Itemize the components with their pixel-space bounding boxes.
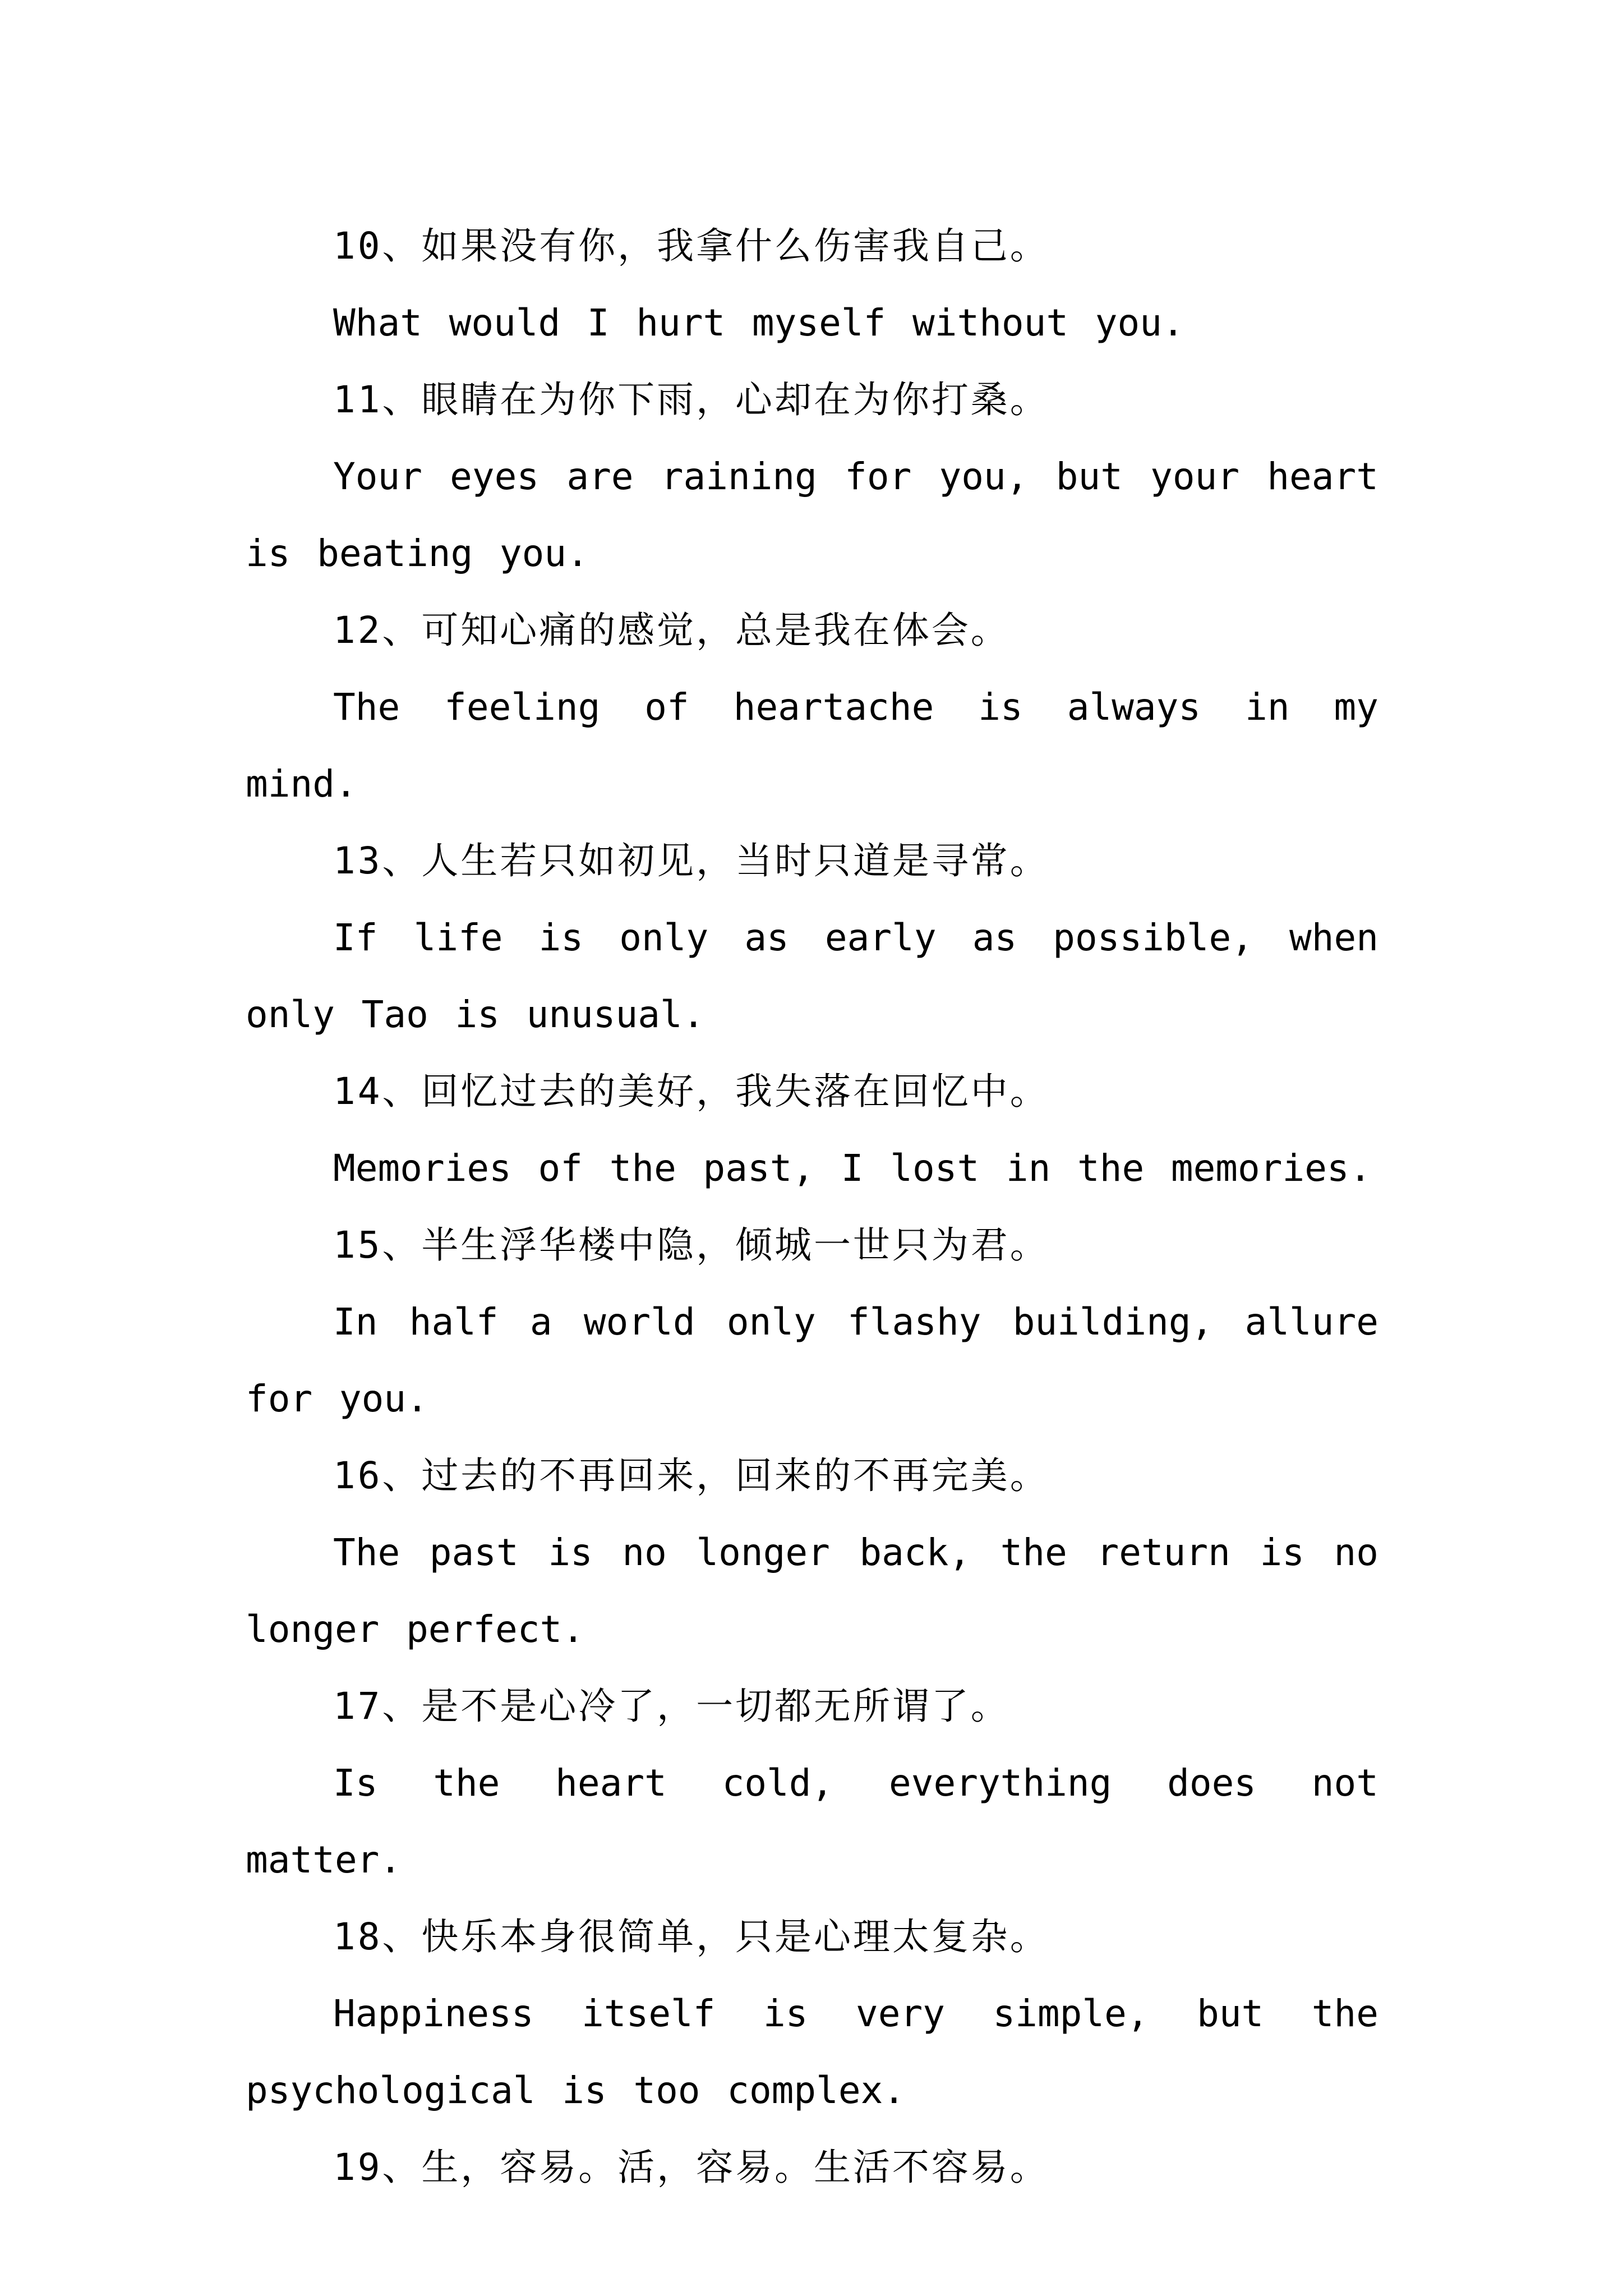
paragraph-chinese-12: 12、可知心痛的感觉，总是我在体会。 bbox=[333, 609, 1010, 652]
paragraph-english-16: The past is no longer back, the return is no longer perfect. bbox=[246, 1531, 1378, 1651]
paragraph-english-10: What would I hurt myself without you. bbox=[333, 301, 1184, 344]
paragraph-english-15: In half a world only flashy building, allure for you. bbox=[246, 1300, 1378, 1420]
paragraph-chinese-13: 13、人生若只如初见，当时只道是寻常。 bbox=[333, 839, 1049, 882]
paragraph-chinese-19: 19、生，容易。活，容易。生活不容易。 bbox=[333, 2146, 1049, 2189]
paragraph-english-17: Is the heart cold, everything does not matter. bbox=[246, 1761, 1378, 1881]
paragraph-english-18: Happiness itself is very simple, but the psychological is too complex. bbox=[246, 1992, 1378, 2112]
paragraph-english-14: Memories of the past, I lost in the memories. bbox=[333, 1147, 1372, 1190]
paragraph-chinese-10: 10、如果没有你，我拿什么伤害我自己。 bbox=[333, 224, 1049, 268]
paragraph-chinese-11: 11、眼睛在为你下雨，心却在为你打桑。 bbox=[333, 378, 1049, 421]
paragraph-chinese-15: 15、半生浮华楼中隐，倾城一世只为君。 bbox=[333, 1223, 1049, 1267]
paragraph-english-11: Your eyes are raining for you, but your heart is beating you. bbox=[246, 455, 1378, 575]
paragraph-chinese-16: 16、过去的不再回来，回来的不再完美。 bbox=[333, 1454, 1049, 1497]
paragraph-chinese-18: 18、快乐本身很简单，只是心理太复杂。 bbox=[333, 1915, 1049, 1958]
paragraph-chinese-14: 14、回忆过去的美好，我失落在回忆中。 bbox=[333, 1070, 1049, 1113]
paragraph-english-12: The feeling of heartache is always in my mind. bbox=[246, 685, 1378, 806]
paragraph-english-13: If life is only as early as possible, when only Tao is unusual. bbox=[246, 916, 1378, 1036]
document-body bbox=[246, 208, 1378, 2206]
paragraph-chinese-17: 17、是不是心冷了，一切都无所谓了。 bbox=[333, 1685, 1010, 1728]
